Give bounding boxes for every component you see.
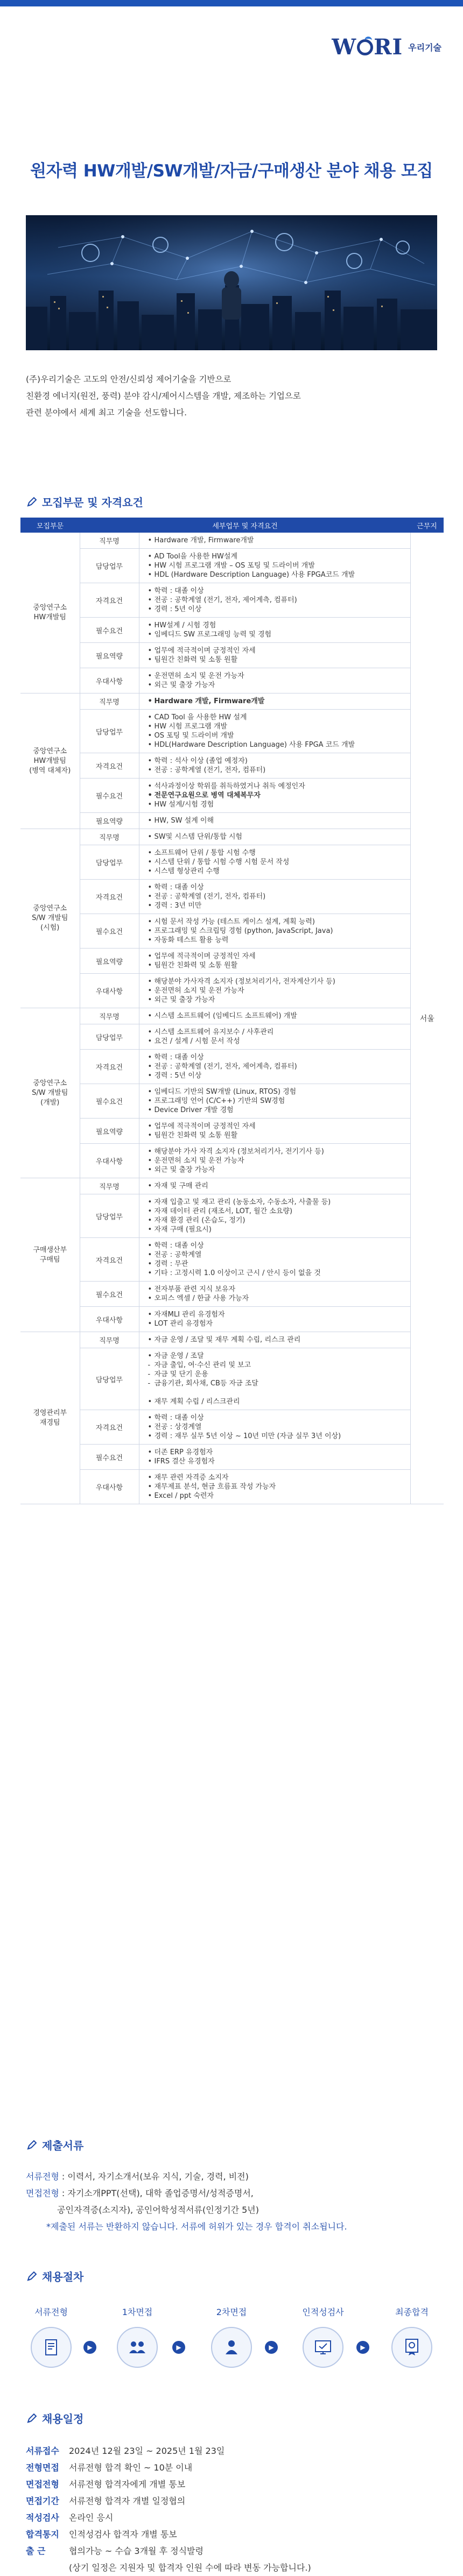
detail-cell — [139, 974, 410, 1008]
category-cell: 담당업무 — [80, 1024, 139, 1050]
detail-item: • HW 시험 프로그램 개발 — [147, 722, 403, 731]
detail-item: • HDL (Hardware Description Language) 사용 FPGA코드 개발 — [147, 570, 403, 579]
detail-cell — [139, 693, 410, 710]
docs-value: 공인자격증(소지자), 공인어학성적서류(인정기간 5년) — [57, 2205, 259, 2215]
dept-line: S/W 개발팀 — [32, 914, 68, 922]
step-label: 서류전형 — [34, 2307, 68, 2317]
category-cell: 담당업무 — [80, 1194, 139, 1238]
interview-icon — [211, 2327, 252, 2368]
detail-item: • 외근 및 출장 가능자 — [147, 681, 403, 690]
step-label: 최종합격 — [395, 2307, 429, 2317]
detail-item: • 시험 문서 작성 가능 (테스트 케이스 설계, 계획 능력) — [147, 917, 403, 926]
detail-item: • 기타 : 고정시력 1.0 이상이고 근시 / 안시 등이 없을 것 — [147, 1269, 403, 1278]
company-logo: W RI 우리기술 — [332, 34, 441, 60]
test-icon — [303, 2327, 343, 2368]
detail-item: • 학력 : 대졸 이상 — [147, 883, 403, 892]
detail-item: • 재무 관련 자격증 소지자 — [147, 1473, 403, 1482]
dept-line: 경영관리부 — [33, 1409, 67, 1417]
schedule-row — [26, 2509, 446, 2526]
detail-item: • SW및 시스템 단위/통합 시험 — [147, 832, 403, 841]
detail-cell — [139, 829, 410, 845]
intro-line: (주)우리기술은 고도의 안전/신뢰성 제어기술을 기반으로 — [26, 374, 232, 384]
table-row — [20, 1445, 444, 1470]
detail-item: • HW, SW 설계 이해 — [147, 816, 403, 825]
detail-item: • 업무에 적극적이며 긍정적인 자세 — [147, 1122, 403, 1131]
category-cell: 자격요건 — [80, 753, 139, 779]
schedule-row — [26, 2493, 446, 2509]
detail-item: • 전공 : 상경계열 — [147, 1423, 403, 1432]
schedule-row — [26, 2476, 446, 2493]
schedule-row — [26, 2559, 446, 2576]
detail-item: • 외근 및 출장 가능자 — [147, 995, 403, 1004]
schedule-value: 서류전형 합격자에게 개별 통보 — [69, 2479, 186, 2489]
detail-item: • 자재 구매 (필요시) — [147, 1225, 403, 1234]
detail-item: • 자동화 테스트 활용 능력 — [147, 936, 403, 945]
detail-item: • 팀원간 친화력 및 소통 원활 — [147, 655, 403, 664]
detail-cell — [139, 779, 410, 813]
detail-item: • 소프트웨어 단위 / 통합 시험 수행 — [147, 848, 403, 858]
category-cell: 필수요건 — [80, 1445, 139, 1470]
pen-icon — [26, 496, 38, 508]
table-row — [20, 880, 444, 914]
dept-line: HW개발팀 — [33, 756, 66, 765]
logo-subtitle: 우리기술 — [408, 43, 441, 53]
detail-item: • IFRS 결산 유경험자 — [147, 1457, 403, 1466]
category-cell: 자격요건 — [80, 1050, 139, 1084]
dept-line: (개발) — [40, 1098, 60, 1107]
table-row — [20, 1282, 444, 1307]
schedule-row — [26, 2459, 446, 2476]
detail-item: • 재무 계획 수립 / 리스크관리 — [147, 1397, 403, 1406]
schedule-label: 적성검사 — [26, 2513, 59, 2523]
category-cell: 직무명 — [80, 829, 139, 845]
detail-item: • 해당분야 가사자격 소지자 (정보처리기사, 전자계산기사 등) — [147, 977, 403, 986]
detail-item: • AD Tool을 사용한 HW설계 — [147, 552, 403, 561]
category-cell: 필요역량 — [80, 813, 139, 829]
table-row — [20, 1348, 444, 1410]
pen-icon — [26, 2139, 38, 2151]
category-cell: 자격요건 — [80, 583, 139, 618]
detail-item: • 전공 : 공학계열 (전기, 전자, 제어계측, 컴퓨터) — [147, 1062, 403, 1071]
table-row — [20, 845, 444, 880]
table-row — [20, 1238, 444, 1282]
dept-line: 중앙연구소 — [33, 747, 67, 755]
table-header: 근무지 — [410, 518, 444, 533]
detail-item: - 자금 출입, 여·수신 관리 및 보고 — [147, 1361, 403, 1370]
detail-cell — [139, 949, 410, 974]
category-cell: 자격요건 — [80, 1410, 139, 1445]
intro-line: 친환경 에너지(원전, 풍력) 분야 감시/제어시스템을 개발, 제조하는 기업으로 — [26, 391, 301, 401]
dept-cell — [20, 829, 80, 1008]
detail-cell — [139, 549, 410, 583]
table-row — [20, 1084, 444, 1119]
page-title: 원자력 HW개발/SW개발/자금/구매생산 분야 채용 모집 — [30, 161, 433, 181]
detail-item: • 전공 : 공학계열 (전기, 전자, 컴퓨터) — [147, 766, 403, 775]
dept-line: S/W 개발팀 — [32, 1088, 68, 1097]
category-cell: 직무명 — [80, 1178, 139, 1194]
category-cell: 담당업무 — [80, 845, 139, 880]
schedule-label — [26, 2559, 69, 2576]
detail-item: • 시스템 소프트웨어 (임베디드 소프트웨어) 개발 — [147, 1011, 403, 1021]
detail-item: • 전공 : 공학계열 (전기, 전자, 제어계측, 컴퓨터) — [147, 596, 403, 605]
dept-line: 재경팀 — [39, 1418, 60, 1427]
table-row — [20, 829, 444, 845]
table-row — [20, 974, 444, 1008]
detail-item: • 학력 : 대졸 이상 — [147, 1413, 403, 1423]
intro-line: 관련 분야에서 세계 최고 기술을 선도합니다. — [26, 408, 187, 417]
detail-cell — [139, 643, 410, 668]
detail-item: - 자금 및 단기 운용 — [147, 1370, 403, 1379]
table-row — [20, 549, 444, 583]
arrow-right-icon: ▶ — [83, 2341, 96, 2354]
detail-item: • 학력 : 석사 이상 (졸업 예정자) — [147, 756, 403, 766]
table-row — [20, 1050, 444, 1084]
schedule-row — [26, 2526, 446, 2543]
table-row — [20, 1307, 444, 1332]
detail-item: • HW설계 / 시험 경험 — [147, 621, 403, 630]
detail-item: • 시스템 단위 / 통합 시험 수행 시험 문서 작성 — [147, 858, 403, 867]
dept-cell — [20, 533, 80, 693]
dept-cell — [20, 1178, 80, 1332]
category-cell: 우대사항 — [80, 668, 139, 693]
detail-item: • 외근 및 출장 가능자 — [147, 1165, 403, 1174]
table-row — [20, 583, 444, 618]
docs-value: : 이력서, 자기소개서(보유 지식, 기술, 경력, 비전) — [59, 2171, 249, 2182]
certificate-icon — [391, 2327, 432, 2368]
detail-item: • LOT 관리 유경험자 — [147, 1319, 403, 1328]
detail-cell — [139, 1084, 410, 1119]
detail-item: • 전문연구요원으로 병역 대체복무자 — [147, 791, 403, 800]
table-row — [20, 949, 444, 974]
category-cell: 담당업무 — [80, 710, 139, 753]
pen-icon — [26, 2270, 38, 2282]
detail-item: • 프로그래밍 및 스크립팅 경험 (python, JavaScript, Java) — [147, 926, 403, 936]
detail-cell — [139, 1144, 410, 1178]
dept-line: 중앙연구소 — [33, 604, 67, 612]
table-row — [20, 643, 444, 668]
table-row — [20, 1144, 444, 1178]
dept-line: 구매생산부 — [33, 1245, 67, 1254]
schedule-label: 전형면접 — [26, 2462, 59, 2473]
table-row — [20, 693, 444, 710]
detail-cell — [139, 1307, 410, 1332]
detail-cell — [139, 1050, 410, 1084]
step-label: 인적성검사 — [302, 2307, 344, 2317]
section-schedule-title: 채용일정 — [26, 2410, 83, 2426]
detail-cell — [139, 533, 410, 549]
detail-item: • 자재 입출고 및 재고 관리 (농동소자, 수동소자, 사출물 등) — [147, 1198, 403, 1207]
detail-item: • 경력 : 3년 미만 — [147, 901, 403, 910]
table-row — [20, 1470, 444, 1504]
detail-cell — [139, 753, 410, 779]
detail-item: • 학력 : 대졸 이상 — [147, 1053, 403, 1062]
dept-cell — [20, 1332, 80, 1504]
category-cell: 필수요건 — [80, 1084, 139, 1119]
section-process-title: 채용절차 — [26, 2268, 83, 2284]
detail-item: • 전자부품 관련 지식 보유자 — [147, 1285, 403, 1294]
detail-cell — [139, 1348, 410, 1410]
schedule-label: 면접기간 — [26, 2496, 59, 2506]
detail-item: • 임베디드 기반의 SW개발 (Linux, RTOS) 경험 — [147, 1087, 403, 1096]
detail-item: • 자금 운영 / 조달 및 재무 계획 수립, 리스크 관리 — [147, 1335, 403, 1344]
table-row — [20, 668, 444, 693]
schedule-value: 인적성검사 합격자 개별 통보 — [69, 2529, 177, 2539]
section-requirements-title: 모집부문 및 자격요건 — [26, 494, 143, 509]
detail-cell — [139, 1178, 410, 1194]
detail-cell — [139, 1119, 410, 1144]
arrow-right-icon: ▶ — [265, 2341, 278, 2354]
document-icon — [31, 2327, 72, 2368]
table-header: 모집부문 — [20, 518, 80, 533]
detail-item: • 전공 : 공학계열 (전기, 전자, 컴퓨터) — [147, 892, 403, 901]
schedule-row — [26, 2443, 446, 2459]
detail-item: • 전공 : 공학계열 — [147, 1250, 403, 1259]
category-cell: 자격요건 — [80, 880, 139, 914]
table-row — [20, 1008, 444, 1024]
category-cell: 필수요건 — [80, 779, 139, 813]
detail-item: • Hardware 개발, Firmware개발 — [147, 697, 403, 706]
detail-item: • 운전면허 소지 및 운전 가능자 — [147, 671, 403, 681]
detail-cell — [139, 1410, 410, 1445]
table-row — [20, 914, 444, 949]
detail-item: • 팀원간 친화력 및 소통 원활 — [147, 961, 403, 970]
detail-item: • Excel / ppt 숙련자 — [147, 1491, 403, 1501]
detail-item: - 금융기관, 회사채, CB등 자금 조달 — [147, 1379, 403, 1388]
schedule-value: (상기 일정은 지원자 및 합격자 인원 수에 따라 변동 가능합니다.) — [69, 2563, 311, 2573]
dept-line: HW개발팀 — [33, 613, 66, 621]
detail-item: • 팀원간 친화력 및 소통 원활 — [147, 1131, 403, 1140]
process-steps — [16, 2305, 447, 2381]
detail-item: • OS 포팅 및 드라이버 개발 — [147, 731, 403, 740]
step-label: 1차면접 — [122, 2307, 153, 2317]
docs-value: : 자기소개PPT(선택), 대학 졸업증명서/성적증명서, — [59, 2188, 254, 2198]
detail-item: • 임베디드 SW 프로그래밍 능력 및 경험 — [147, 630, 403, 639]
hero-city-image — [26, 215, 437, 350]
detail-item: • 자재 및 구매 관리 — [147, 1181, 403, 1191]
step-label: 2차면접 — [216, 2307, 247, 2317]
detail-cell — [139, 845, 410, 880]
detail-item: • HW 설계/시험 경험 — [147, 800, 403, 809]
category-cell: 자격요건 — [80, 1238, 139, 1282]
detail-item: • 경력 : 5년 이상 — [147, 1071, 403, 1080]
detail-cell — [139, 668, 410, 693]
dept-line: 구매팀 — [39, 1255, 60, 1264]
table-row — [20, 1194, 444, 1238]
detail-item: • 학력 : 대졸 이상 — [147, 586, 403, 596]
detail-item: • HW 시험 프로그램 개발 – OS 포팅 및 드라이버 개발 — [147, 561, 403, 570]
schedule-value: 서류전형 합격자 개별 일정협의 — [69, 2496, 186, 2506]
schedule-list — [26, 2443, 446, 2576]
detail-cell — [139, 1332, 410, 1348]
category-cell: 필수요건 — [80, 914, 139, 949]
dept-cell — [20, 1008, 80, 1178]
schedule-label: 출 근 — [26, 2546, 46, 2556]
detail-item: • 자재MLI 관리 유경험자 — [147, 1310, 403, 1319]
category-cell: 직무명 — [80, 1008, 139, 1024]
category-cell: 직무명 — [80, 1332, 139, 1348]
table-row — [20, 618, 444, 643]
table-row — [20, 1024, 444, 1050]
docs-label: 서류전형 — [26, 2171, 59, 2182]
requirements-table — [20, 518, 444, 1504]
detail-item: • 업무에 적극적이며 긍정적인 자세 — [147, 952, 403, 961]
table-row — [20, 1178, 444, 1194]
detail-item: • 프로그래밍 언어 (C/C++) 기반의 SW경험 — [147, 1096, 403, 1106]
detail-cell — [139, 1238, 410, 1282]
detail-cell — [139, 880, 410, 914]
detail-cell — [139, 618, 410, 643]
detail-item: • 석사과정이상 학위를 취득하였거나 취득 예정인자 — [147, 782, 403, 791]
detail-item: • 운전면허 소지 및 운전 가능자 — [147, 1156, 403, 1165]
detail-cell — [139, 813, 410, 829]
table-row — [20, 779, 444, 813]
location-cell: 서울 — [410, 533, 444, 1504]
arrow-right-icon: ▶ — [356, 2341, 369, 2354]
category-cell: 직무명 — [80, 533, 139, 549]
detail-item: • 자재 환경 관리 (온습도, 정기) — [147, 1216, 403, 1225]
company-intro — [26, 371, 437, 421]
category-cell: 우대사항 — [80, 1307, 139, 1332]
category-cell: 담당업무 — [80, 1348, 139, 1410]
dept-line: 중앙연구소 — [33, 904, 67, 912]
detail-item: • 경력 : 5년 이상 — [147, 605, 403, 614]
table-header: 세부업무 및 자격요건 — [80, 518, 410, 533]
documents-list — [26, 2168, 437, 2235]
table-row — [20, 1410, 444, 1445]
docs-label: 면접전형 — [26, 2188, 59, 2198]
schedule-label: 합격통지 — [26, 2529, 59, 2539]
table-row — [20, 813, 444, 829]
dept-line: 중앙연구소 — [33, 1079, 67, 1087]
schedule-value: 온라인 응시 — [69, 2513, 114, 2523]
detail-item: • 해당분야 가사 자격 소지자 (정보처리기사, 전기기사 등) — [147, 1147, 403, 1156]
detail-item: • Hardware 개발, Firmware개발 — [147, 536, 403, 545]
category-cell: 필요역량 — [80, 1119, 139, 1144]
category-cell: 직무명 — [80, 693, 139, 710]
detail-item: • 시스템 형상관리 수행 — [147, 867, 403, 876]
table-row — [20, 753, 444, 779]
arrow-right-icon: ▶ — [172, 2341, 185, 2354]
category-cell: 필수요건 — [80, 618, 139, 643]
category-cell: 우대사항 — [80, 974, 139, 1008]
pen-icon — [26, 2412, 38, 2424]
detail-item: • HDL(Hardware Description Language) 사용 FPGA 코드 개발 — [147, 740, 403, 749]
detail-item: • 요건 / 설계 / 시험 문서 작성 — [147, 1037, 403, 1046]
detail-cell — [139, 1282, 410, 1307]
detail-cell — [139, 1024, 410, 1050]
interview-icon — [117, 2327, 158, 2368]
detail-item: • 업무에 적극적이며 긍정적인 자세 — [147, 646, 403, 655]
detail-cell — [139, 914, 410, 949]
category-cell: 담당업무 — [80, 549, 139, 583]
category-cell: 필요역량 — [80, 643, 139, 668]
dept-line: (병역 대체자) — [29, 766, 71, 775]
category-cell: 필요역량 — [80, 949, 139, 974]
detail-cell — [139, 583, 410, 618]
detail-item: • 경력 : 재무 실무 5년 이상 ~ 10년 미만 (자금 실무 3년 이상) — [147, 1432, 403, 1441]
detail-item: • 오피스 엑셀 / 한글 사용 가능자 — [147, 1294, 403, 1303]
schedule-label: 서류접수 — [26, 2446, 59, 2456]
detail-cell — [139, 1008, 410, 1024]
schedule-value: 2024년 12월 23일 ~ 2025년 1월 23일 — [69, 2446, 225, 2456]
detail-item: • 경력 : 무관 — [147, 1259, 403, 1269]
category-cell: 필수요건 — [80, 1282, 139, 1307]
table-row — [20, 1119, 444, 1144]
detail-item: • Device Driver 개발 경험 — [147, 1106, 403, 1115]
category-cell: 우대사항 — [80, 1144, 139, 1178]
schedule-value: 서류전형 합격 확인 ~ 10분 이내 — [69, 2462, 193, 2473]
detail-cell — [139, 1470, 410, 1504]
detail-item: • 자금 운영 / 조달 — [147, 1351, 403, 1361]
section-documents-title: 제출서류 — [26, 2137, 83, 2153]
table-row — [20, 710, 444, 753]
table-row — [20, 533, 444, 549]
detail-item: • 더존 ERP 유경험자 — [147, 1448, 403, 1457]
detail-item: • 시스템 소프트웨어 유지보수 / 사후관리 — [147, 1028, 403, 1037]
detail-item: • 재무제표 분석, 현금 흐름표 작성 가능자 — [147, 1482, 403, 1491]
detail-cell — [139, 1194, 410, 1238]
detail-item: • CAD Tool 을 사용한 HW 설계 — [147, 713, 403, 722]
dept-cell — [20, 693, 80, 829]
schedule-value: 협의가능 ~ 수습 3개월 후 정식발령 — [69, 2546, 204, 2556]
top-accent-bar — [0, 0, 463, 6]
dept-line: (시험) — [40, 924, 60, 932]
detail-item: • 자재 데이터 관리 (재조서, LOT, 월간 소요량) — [147, 1207, 403, 1216]
docs-note: *제출된 서류는 반환하지 않습니다. 서류에 허위가 있는 경우 합격이 취소됩니다. — [46, 2221, 347, 2232]
detail-item: • 학력 : 대졸 이상 — [147, 1241, 403, 1250]
detail-cell — [139, 710, 410, 753]
category-cell: 우대사항 — [80, 1470, 139, 1504]
detail-item: • 운전면허 소지 및 운전 가능자 — [147, 986, 403, 995]
schedule-label: 면접전형 — [26, 2479, 59, 2489]
table-row — [20, 1332, 444, 1348]
detail-cell — [139, 1445, 410, 1470]
schedule-row — [26, 2543, 446, 2559]
